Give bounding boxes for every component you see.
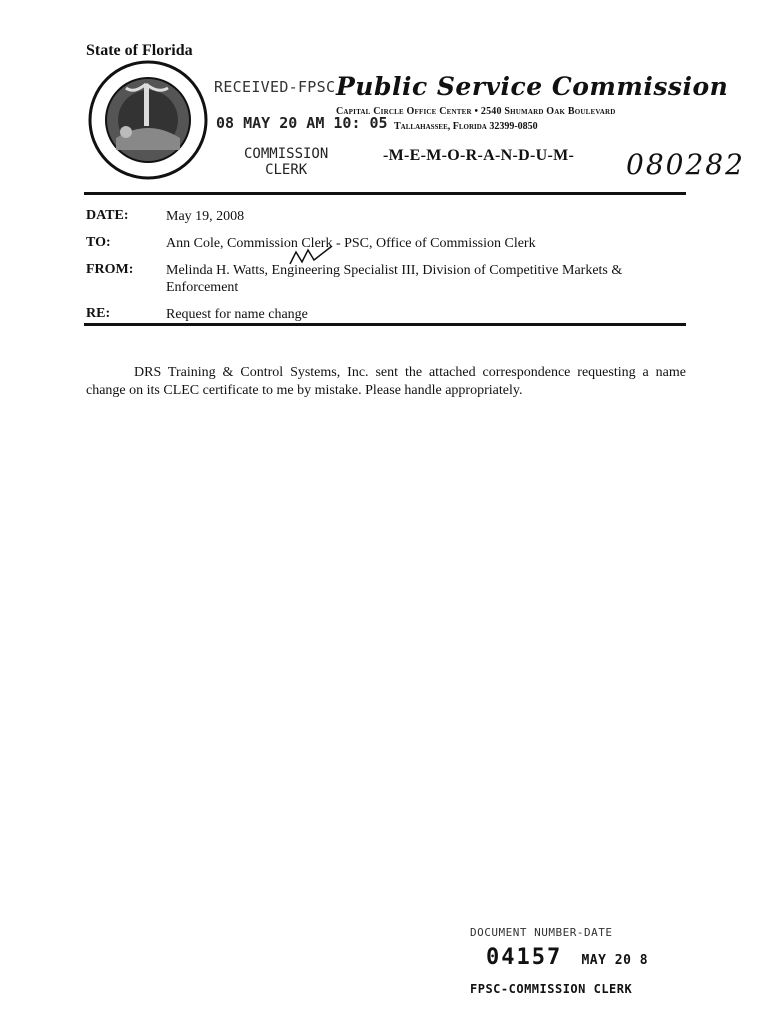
document-number-stamp	[470, 926, 648, 996]
florida-state-seal	[86, 58, 210, 182]
re-label: RE:	[86, 306, 111, 321]
document-number-date: MAY 20 8	[581, 953, 649, 968]
commission-clerk-stamp	[244, 146, 328, 178]
commission-clerk-stamp-line2: CLERK	[265, 162, 308, 178]
document-number-line	[486, 945, 648, 970]
date-label: DATE:	[86, 208, 129, 223]
document-clerk-label: FPSC-COMMISSION CLERK	[470, 982, 633, 996]
agency-city: Tallahassee, Florida 32399-0850	[394, 121, 538, 132]
commission-clerk-stamp-line1: COMMISSION	[244, 146, 329, 162]
memo-heading: -M-E-M-O-R-A-N-D-U-M-	[383, 147, 575, 164]
from-label: FROM:	[86, 262, 134, 277]
handwritten-docket-number: 080282	[626, 148, 745, 181]
agency-title: Public Service Commission	[336, 72, 729, 101]
date-value: May 19, 2008	[166, 209, 245, 224]
memo-body-paragraph: DRS Training & Control Systems, Inc. sent the attached correspondence requesting a name change on its CLEC certificate to me by mistake. Please handle appropriately.	[86, 365, 686, 398]
from-value: Melinda H. Watts, Engineering Specialist III, Division of Competitive Markets & Enforcement	[166, 263, 623, 295]
to-label: TO:	[86, 235, 111, 250]
header-divider-top	[84, 192, 686, 195]
document-number-title: DOCUMENT NUMBER-DATE	[470, 926, 613, 939]
received-stamp: RECEIVED-FPSC	[214, 78, 336, 96]
document-number: 04157	[486, 945, 563, 970]
re-value: Request for name change	[166, 307, 308, 322]
state-heading: State of Florida	[86, 42, 193, 59]
to-value: Ann Cole, Commission Clerk - PSC, Office of Commission Clerk	[166, 236, 536, 251]
received-date-stamp: 08 MAY 20 AM 10: 05	[216, 114, 388, 132]
header-divider-bottom	[84, 323, 686, 326]
agency-address: Capital Circle Office Center • 2540 Shumard Oak Boulevard	[336, 106, 616, 117]
